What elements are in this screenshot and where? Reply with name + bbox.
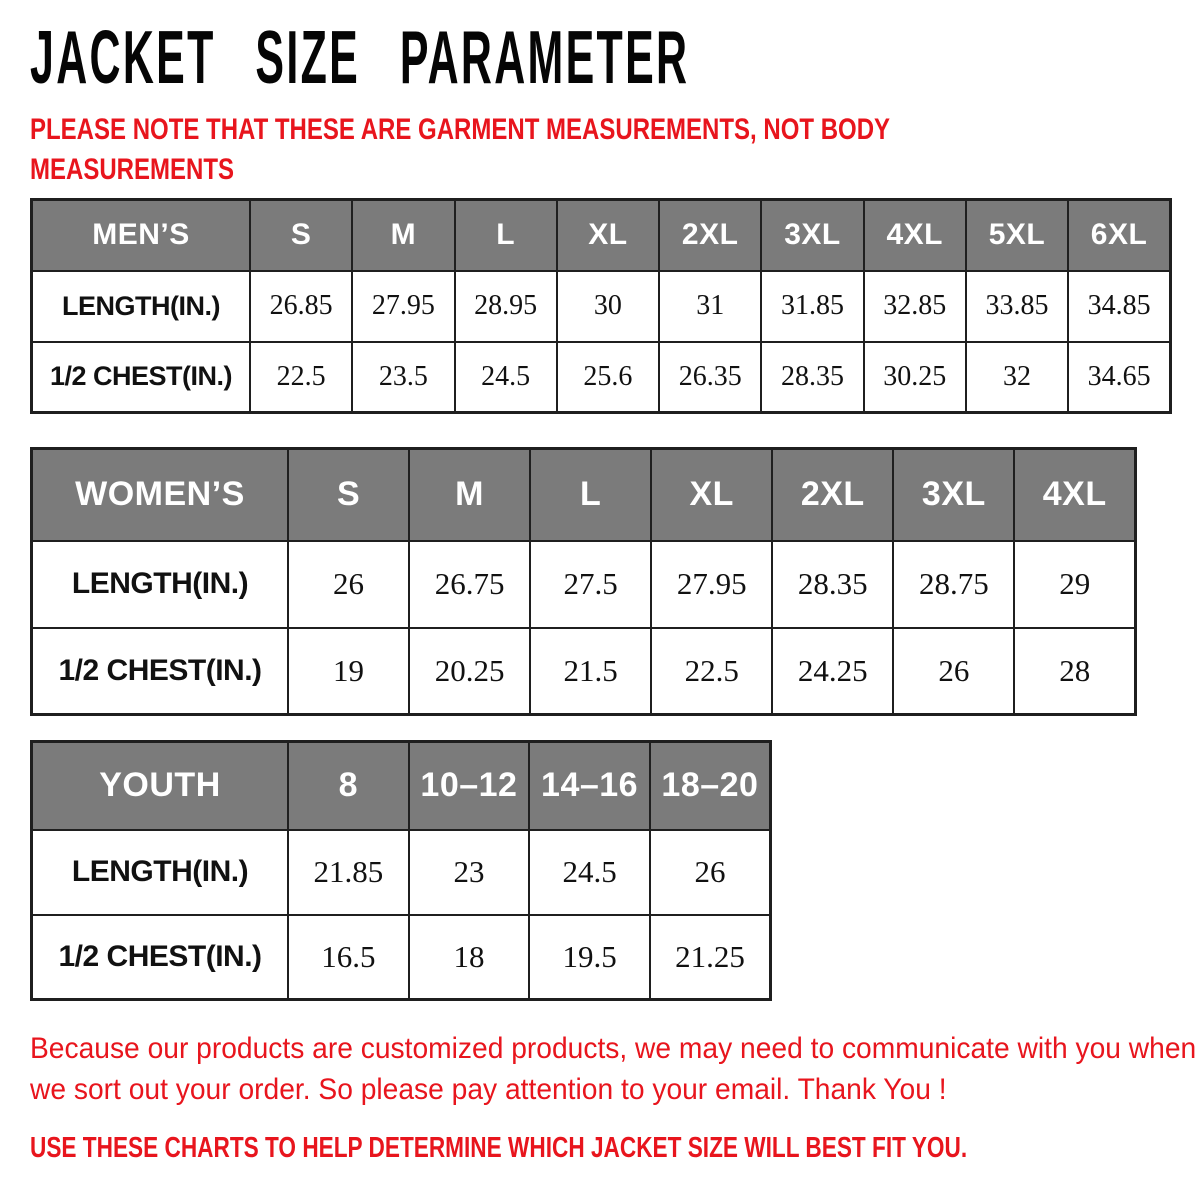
value-cell: 24.5	[455, 342, 557, 413]
fit-advice: USE THESE CHARTS TO HELP DETERMINE WHICH JACKET SIZE WILL BEST FIT YOU.	[30, 1132, 968, 1164]
mens-size-table	[30, 198, 1172, 414]
value-cell: 16.5	[288, 915, 409, 1000]
row-label-cell: 1/2 CHEST(IN.)	[32, 628, 289, 715]
size-header-cell: 3XL	[893, 449, 1014, 541]
value-cell: 23	[409, 830, 530, 915]
size-header-cell: L	[530, 449, 651, 541]
value-cell: 22.5	[250, 342, 352, 413]
size-header-cell: L	[455, 200, 557, 271]
value-cell: 28.35	[772, 541, 893, 628]
size-header-cell: 14–16	[529, 742, 650, 830]
value-cell: 21.25	[650, 915, 771, 1000]
value-cell: 19.5	[529, 915, 650, 1000]
size-header-cell: 10–12	[409, 742, 530, 830]
group-label-cell: WOMEN’S	[32, 449, 289, 541]
value-cell: 27.95	[352, 271, 454, 342]
header-row	[32, 200, 1171, 271]
value-cell: 33.85	[966, 271, 1068, 342]
page-title: JACKET SIZE PARAMETER	[30, 14, 690, 100]
value-cell: 20.25	[409, 628, 530, 715]
size-header-cell: 2XL	[659, 200, 761, 271]
value-cell: 32	[966, 342, 1068, 413]
size-header-cell: M	[352, 200, 454, 271]
value-cell: 28.75	[893, 541, 1014, 628]
value-cell: 22.5	[651, 628, 772, 715]
row-label-cell: 1/2 CHEST(IN.)	[32, 342, 251, 413]
group-label-cell: YOUTH	[32, 742, 289, 830]
size-header-cell: 6XL	[1068, 200, 1170, 271]
value-cell: 28.35	[761, 342, 863, 413]
size-header-cell: 8	[288, 742, 409, 830]
size-header-cell: 18–20	[650, 742, 771, 830]
measurement-row	[32, 271, 1171, 342]
header-row	[32, 742, 771, 830]
value-cell: 19	[288, 628, 409, 715]
value-cell: 26	[893, 628, 1014, 715]
value-cell: 23.5	[352, 342, 454, 413]
value-cell: 27.5	[530, 541, 651, 628]
value-cell: 28	[1014, 628, 1135, 715]
value-cell: 30	[557, 271, 659, 342]
value-cell: 26	[650, 830, 771, 915]
value-cell: 29	[1014, 541, 1135, 628]
value-cell: 21.5	[530, 628, 651, 715]
value-cell: 31	[659, 271, 761, 342]
value-cell: 26.35	[659, 342, 761, 413]
size-header-cell: 3XL	[761, 200, 863, 271]
measurement-row	[32, 342, 1171, 413]
size-header-cell: 5XL	[966, 200, 1068, 271]
garment-measurement-note: PLEASE NOTE THAT THESE ARE GARMENT MEASUREMENTS, NOT BODY MEASUREMENTS	[30, 113, 890, 186]
row-label-cell: LENGTH(IN.)	[32, 830, 289, 915]
measurement-row	[32, 915, 771, 1000]
group-label-cell: MEN’S	[32, 200, 251, 271]
header-row	[32, 449, 1136, 541]
value-cell: 34.85	[1068, 271, 1170, 342]
value-cell: 26.85	[250, 271, 352, 342]
size-header-cell: XL	[651, 449, 772, 541]
size-header-cell: 4XL	[864, 200, 966, 271]
value-cell: 27.95	[651, 541, 772, 628]
size-header-cell: S	[250, 200, 352, 271]
size-header-cell: XL	[557, 200, 659, 271]
value-cell: 28.95	[455, 271, 557, 342]
value-cell: 24.5	[529, 830, 650, 915]
row-label-cell: LENGTH(IN.)	[32, 271, 251, 342]
measurement-row	[32, 830, 771, 915]
value-cell: 26.75	[409, 541, 530, 628]
measurement-row	[32, 541, 1136, 628]
value-cell: 26	[288, 541, 409, 628]
row-label-cell: 1/2 CHEST(IN.)	[32, 915, 289, 1000]
value-cell: 32.85	[864, 271, 966, 342]
size-header-cell: M	[409, 449, 530, 541]
value-cell: 21.85	[288, 830, 409, 915]
womens-size-table	[30, 447, 1137, 716]
size-header-cell: 4XL	[1014, 449, 1135, 541]
value-cell: 34.65	[1068, 342, 1170, 413]
value-cell: 24.25	[772, 628, 893, 715]
value-cell: 18	[409, 915, 530, 1000]
measurement-row	[32, 628, 1136, 715]
value-cell: 25.6	[557, 342, 659, 413]
size-header-cell: S	[288, 449, 409, 541]
value-cell: 31.85	[761, 271, 863, 342]
row-label-cell: LENGTH(IN.)	[32, 541, 289, 628]
value-cell: 30.25	[864, 342, 966, 413]
customization-notice: Because our products are customized products, we may need to communicate with you when we sort out your order. So please pay attention to your email. Thank You !	[30, 1032, 1197, 1106]
youth-size-table	[30, 740, 772, 1001]
size-header-cell: 2XL	[772, 449, 893, 541]
